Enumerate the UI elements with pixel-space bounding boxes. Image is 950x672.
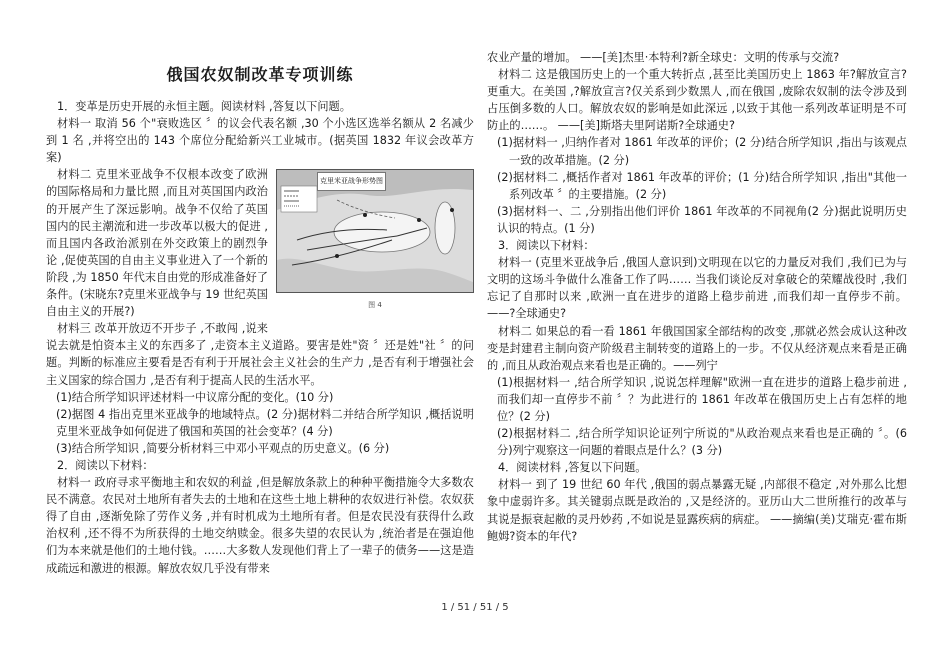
question-3-intro: 3．阅读以下材料： [498, 239, 595, 253]
figure-crimean-war-map [276, 169, 474, 319]
q4-material-1: 材料一 到了 19 世纪 60 年代 ,俄国的弱点暴露无疑 ,内部很不稳定 ,对外那么比想象中虚弱许多。其关键弱点既是政治的 ,又是经济的。亚历山大二世所推行的改革与其说是振衰起敝的灵丹妙药 ,不如说是显露疾病的病症。 ——摘编(美)艾瑞克·霍布斯鲍姆?资本的年代? [487, 478, 907, 543]
question-2-intro: 2．阅读以下材料： [57, 458, 154, 472]
q3-subquestion-2: (2)根据材料二 ,结合所学知识论证列宁所说的"从政治观点来看也是正确的 〞。(6 分)列宁观察这一问题的着眼点是什么？(3 分) [497, 427, 907, 458]
q2-subquestion-1: (1)据材料一 ,归纳作者对 1861 年改革的评价；(2 分)结合所学知识 ,指出与该观点一致的改革措施。(2 分) [497, 136, 907, 167]
q2-material-1-continued: 农业产量的增加。 ——[美]杰里·本特利?新全球史：文明的传承与交流? [487, 51, 840, 64]
question-4-intro: 4．阅读材料 ,答复以下问题。 [498, 461, 647, 475]
q1-material-3: 材料三 改革开放迈不开步子 ,不敢闯 ,说来说去就是怕资本主义的东西多了 ,走资本主义道路。要害是姓"资 〞还是姓"社 〞的问题。判断的标准应主要看是否有利于开展社会主义社会的生产力 ,是否有利于增强社会主义国家的综合国力 ,是否有利于提高人民的生活水平。 [46, 322, 474, 387]
q3-material-1: 材料一 (克里米亚战争后 ,俄国人意识到)文明现在以它的力量反对我们 ,我们已为与文明的这场斗争做什么准备工作了吗…… 当我们谈论反对拿破仑的荣耀战役时 ,我们忘记了自那时以来 ,欧洲一直在进步的道路上稳步前进 ,而我们却一直停步不前。 ——?全球通史? [487, 256, 907, 321]
q2-subquestion-2: (2)据材料二 ,概括作者对 1861 年改革的评价；(1 分)结合所学知识 ,指出"其他一系列改革 〞的主要措施。(2 分) [497, 170, 907, 201]
page-title: 俄国农奴制改革专项训练 [166, 65, 354, 84]
q2-material-2: 材料二 这是俄国历史上的一个重大转折点 ,甚至比美国历史上 1863 年?解放宣言?更重大。在美国 ,?解放宣言?仅关系到少数黑人 ,而在俄国 ,废除农奴制的法令涉及到占压倒多数的人口。解放农奴的影响是如此深远 ,以致于其他一系列改革证明是不可防止的……。 ——[美]斯塔夫里阿诺斯?全球通史? [487, 68, 907, 133]
right-column [487, 49, 907, 545]
q1-material-1: 材料一 取消 56 个"衰败选区 〞的议会代表名额 ,30 个小选区选举名额从 2 名减少到 1 名 ,并将空出的 143 个席位分配給新兴工业城市。(据英国 1832 年议会改革方案) [46, 117, 474, 165]
q1-material-2: 材料二 克里米亚战争不仅根本改变了欧洲的国际格局和力量比照 ,而且对英国国内政治的开展产生了深远影响。战争不仅给了英国国内的民主潮流和进一步改革以极大的促进 ,而且国内各政治派别在外交政策上的剧烈争论 ,促使英国的自由主义事业进入了一个新的阶段 ,为 1850 年代末自由党的形成准备好了条件。(宋晓东?克里米亚战争与 19 世纪英国自由主义的开展?) [46, 168, 268, 319]
q1-subquestion-3: (3)结合所学知识 ,简要分析材料三中邓小平观点的历史意义。(6 分) [56, 441, 390, 455]
q3-subquestion-1: (1)根据材料一 ,结合所学知识 ,说说怎样理解"欧洲一直在进步的道路上稳步前进 ,而我们却一直停步不前 〞？为此进行的 1861 年改革在俄国历史上占有怎样的地位？(2 分) [497, 375, 907, 423]
q1-subquestion-1: (1)结合所学知识评述材料一中议席分配的变化。(10 分) [56, 390, 334, 404]
question-1-intro: 1．变革是历史开展的永恒主题。阅读材料 ,答复以下问题。 [57, 100, 351, 113]
q1-subquestion-2: (2)据图 4 指出克里米亚战争的地域特点。(2 分)据材料二并结合所学知识 ,概括说明克里米亚战争如何促进了俄国和英国的社会变革？(4 分) [56, 407, 474, 438]
map-image [276, 169, 474, 293]
q3-material-2: 材料二 如果总的看一看 1861 年俄国国家全部结构的改变 ,那就必然会成认这种改变是封建君主制向资产阶级君主制转变的道路上的一步。不仅从经济观点来看是正确的 ,而且从政治观点来看也是正确的。——列宁 [487, 324, 907, 372]
left-column [46, 98, 474, 577]
page-number: 1 / 51 / 51 / 5 [441, 602, 509, 613]
q2-material-1: 材料一 政府寻求平衡地主和农奴的利益 ,但是解放条款上的种种平衡措施令大多数农民不满意。农民对土地所有者失去的土地和在这些土地上耕种的农奴进行补偿。农奴获得了自由 ,逐渐免除了劳作义务 ,并有时机成为土地所有者。但是农民没有获得什么政治权利 ,还不得不为所获得的土地交纳赎金。很多失望的农民认为 ,统治者是在强迫他们为本来就是他们的土地付钱。……大多数人发现他们背上了一辈子的债务——这是造成疏远和激进的根源。解放农奴几乎没有带来 [46, 476, 474, 575]
map-caption: 克里米亚战争形势图 [317, 172, 386, 191]
figure-number: 图 4 [368, 301, 382, 310]
q2-subquestion-3: (3)据材料一、二 ,分别指出他们评价 1861 年改革的不同视角(2 分)据此说明历史认识的特点。(1 分) [497, 204, 907, 235]
